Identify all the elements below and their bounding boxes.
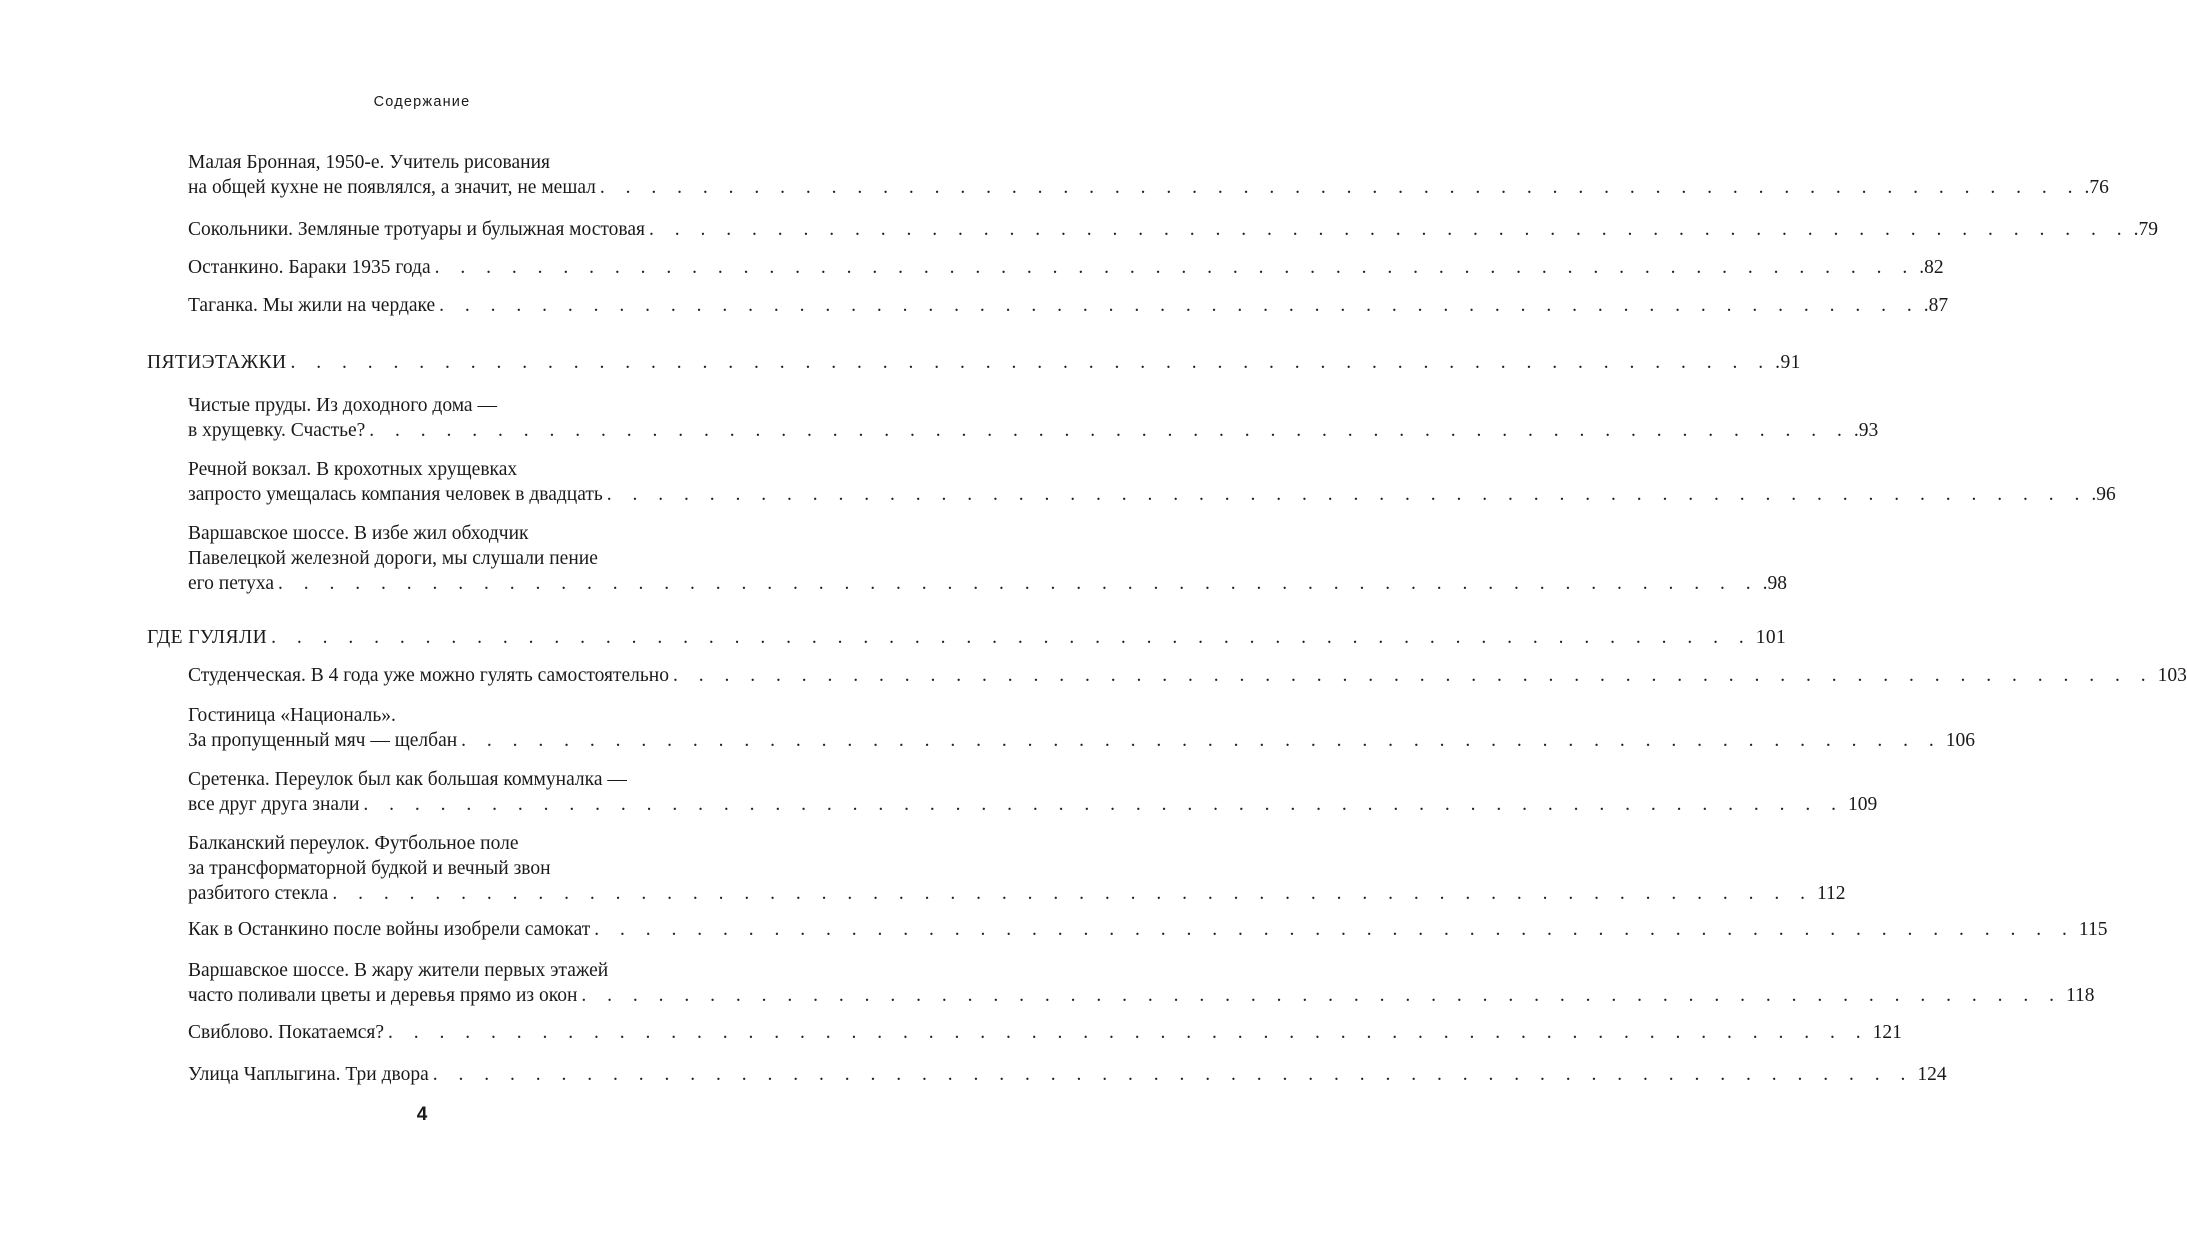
toc-page-number: 115	[2078, 919, 2108, 940]
toc-entry-line: Речной вокзал. В крохотных хрущевках	[188, 459, 518, 480]
toc-entry-line: Павелецкой железной дороги, мы слушали пение	[188, 548, 598, 569]
dot-leader: . . . . . . . . . . . . . . . . . . . . . . . . . . . . . . . . . . . . . . . . . . . . . . . . . . . . . . . . . .	[434, 257, 1916, 278]
toc-page-number: .98	[1762, 573, 1788, 594]
dot-leader: . . . . . . . . . . . . . . . . . . . . . . . . . . . . . . . . . . . . . . . . . . . . . . . . . . . . . . . . . .	[673, 665, 2154, 686]
dot-leader: . . . . . . . . . . . . . . . . . . . . . . . . . . . . . . . . . . . . . . . . . . . . . . . . . . . . . . . . . .	[649, 219, 2130, 240]
toc-entry-text: Как в Останкино после войны изобрели самокат	[188, 919, 591, 940]
dot-leader: . . . . . . . . . . . . . . . . . . . . . . . . . . . . . . . . . . . . . . . . . . . . . . . . . . . . . . . . . .	[290, 352, 1772, 373]
toc-entry-text: ГДЕ ГУЛЯЛИ	[147, 627, 268, 648]
toc-entry-text: на общей кухне не появлялся, а значит, не мешал	[188, 177, 596, 198]
toc-page-number: .79	[2133, 219, 2159, 240]
toc-page-number: 101	[1755, 627, 1787, 648]
toc-entry-last-line	[188, 293, 1949, 318]
toc-entry-last-line	[188, 571, 1788, 596]
dot-leader: . . . . . . . . . . . . . . . . . . . . . . . . . . . . . . . . . . . . . . . . . . . . . . . . . . . . . . . . . .	[388, 1022, 1869, 1043]
dot-leader: . . . . . . . . . . . . . . . . . . . . . . . . . . . . . . . . . . . . . . . . . . . . . . . . . . . . . . . . . .	[439, 295, 1920, 316]
toc-entry-last-line	[188, 728, 1976, 753]
toc-entry-text: Таганка. Мы жили на чердаке	[188, 295, 436, 316]
toc-page-number: 121	[1872, 1022, 1902, 1043]
toc-entry	[188, 703, 1976, 753]
dot-leader: . . . . . . . . . . . . . . . . . . . . . . . . . . . . . . . . . . . . . . . . . . . . . . . . . . . . . . . . . .	[278, 573, 1759, 594]
toc-entry	[188, 150, 2109, 200]
toc-entry	[188, 1062, 1947, 1087]
toc-entry	[188, 521, 1788, 596]
toc-entry-text: Улица Чаплыгина. Три двора	[188, 1064, 429, 1085]
toc-entry	[188, 255, 1944, 280]
toc-entry	[188, 393, 1879, 443]
toc-entry	[188, 767, 1878, 817]
toc-entry-last-line	[147, 350, 1801, 375]
running-header: Содержание	[373, 94, 471, 110]
toc-page-number: .91	[1775, 352, 1801, 373]
toc-page-number: .82	[1919, 257, 1944, 278]
toc-section-entry	[147, 625, 1787, 650]
dot-leader: . . . . . . . . . . . . . . . . . . . . . . . . . . . . . . . . . . . . . . . . . . . . . . . . . . . . . . . . . .	[606, 484, 2088, 505]
toc-page-number: 124	[1917, 1064, 1947, 1085]
toc-entry	[188, 663, 2187, 688]
toc-entry-line: Балканский переулок. Футбольное поле	[188, 833, 519, 854]
toc-entry-text: все друг друга знали	[188, 794, 360, 815]
toc-page-number: 106	[1945, 730, 1976, 751]
toc-entry-text: Свиблово. Покатаемся?	[188, 1022, 384, 1043]
toc-page-number: .76	[2084, 177, 2109, 198]
toc-entry-last-line	[188, 418, 1879, 443]
toc-entry-text: За пропущенный мяч — щелбан	[188, 730, 458, 751]
toc-entry-last-line	[188, 881, 1846, 906]
toc-entry-line: Малая Бронная, 1950-е. Учитель рисования	[188, 152, 550, 173]
toc-entry	[188, 457, 2116, 507]
dot-leader: . . . . . . . . . . . . . . . . . . . . . . . . . . . . . . . . . . . . . . . . . . . . . . . . . . . . . . . . . .	[461, 730, 1942, 751]
toc-page-number: .93	[1853, 420, 1879, 441]
toc-page-number: 103	[2157, 665, 2187, 686]
toc-entry-text: запросто умещалась компания человек в двадцать	[188, 484, 603, 505]
toc-entry-line: за трансформаторной будкой и вечный звон	[188, 858, 551, 879]
dot-leader: . . . . . . . . . . . . . . . . . . . . . . . . . . . . . . . . . . . . . . . . . . . . . . . . . . . . . . . . . .	[271, 627, 1752, 648]
toc-page-number: 112	[1816, 883, 1846, 904]
toc-entry-last-line	[188, 663, 2187, 688]
page-number: 4	[416, 1104, 428, 1125]
dot-leader: . . . . . . . . . . . . . . . . . . . . . . . . . . . . . . . . . . . . . . . . . . . . . . . . . . . . . . . . . .	[432, 1064, 1914, 1085]
toc-entry	[188, 831, 1846, 906]
dot-leader: . . . . . . . . . . . . . . . . . . . . . . . . . . . . . . . . . . . . . . . . . . . . . . . . . . . . . . . . . .	[594, 919, 2075, 940]
toc-entry-last-line	[188, 792, 1878, 817]
toc-entry	[188, 958, 2095, 1008]
toc-entry	[188, 217, 2159, 242]
toc-page-number: .96	[2091, 484, 2116, 505]
toc-entry-line: Гостиница «Националь».	[188, 705, 396, 726]
toc-entry-text: часто поливали цветы и деревья прямо из окон	[188, 985, 578, 1006]
dot-leader: . . . . . . . . . . . . . . . . . . . . . . . . . . . . . . . . . . . . . . . . . . . . . . . . . . . . . . . . . .	[369, 420, 1850, 441]
dot-leader: . . . . . . . . . . . . . . . . . . . . . . . . . . . . . . . . . . . . . . . . . . . . . . . . . . . . . . . . . .	[332, 883, 1813, 904]
toc-entry-text: Студенческая. В 4 года уже можно гулять самостоятельно	[188, 665, 669, 686]
toc-entry-line: Варшавское шоссе. В избе жил обходчик	[188, 523, 529, 544]
toc-entry-text: разбитого стекла	[188, 883, 329, 904]
toc-entry-last-line	[188, 1020, 1902, 1045]
toc-entry-last-line	[188, 917, 2108, 942]
dot-leader: . . . . . . . . . . . . . . . . . . . . . . . . . . . . . . . . . . . . . . . . . . . . . . . . . . . . . . . . . .	[363, 794, 1845, 815]
toc-page-number: .87	[1923, 295, 1949, 316]
toc-entry	[188, 293, 1949, 318]
toc-entry-text: Останкино. Бараки 1935 года	[188, 257, 431, 278]
toc-entry-line: Сретенка. Переулок был как большая коммуналка —	[188, 769, 627, 790]
toc-entry-last-line	[188, 983, 2095, 1008]
toc-entry-last-line	[188, 175, 2109, 200]
toc-entry-last-line	[188, 1062, 1947, 1087]
toc-entry-last-line	[147, 625, 1787, 650]
toc-entry-text: ПЯТИЭТАЖКИ	[147, 352, 287, 373]
toc-entry-last-line	[188, 255, 1944, 280]
toc-page-number: 118	[2066, 985, 2095, 1006]
toc-entry	[188, 917, 2108, 942]
toc-entry-last-line	[188, 217, 2159, 242]
toc-entry-text: его петуха	[188, 573, 275, 594]
toc-entry	[188, 1020, 1902, 1045]
dot-leader: . . . . . . . . . . . . . . . . . . . . . . . . . . . . . . . . . . . . . . . . . . . . . . . . . . . . . . . . . .	[581, 985, 2063, 1006]
toc-section-entry	[147, 350, 1801, 375]
toc-page-number: 109	[1848, 794, 1878, 815]
dot-leader: . . . . . . . . . . . . . . . . . . . . . . . . . . . . . . . . . . . . . . . . . . . . . . . . . . . . . . . . . .	[599, 177, 2081, 198]
toc-entry-text: в хрущевку. Счастье?	[188, 420, 366, 441]
toc-entry-last-line	[188, 482, 2116, 507]
toc-entry-text: Сокольники. Земляные тротуары и булыжная мостовая	[188, 219, 646, 240]
toc-entry-line: Варшавское шоссе. В жару жители первых этажей	[188, 960, 609, 981]
toc-entry-line: Чистые пруды. Из доходного дома —	[188, 395, 497, 416]
